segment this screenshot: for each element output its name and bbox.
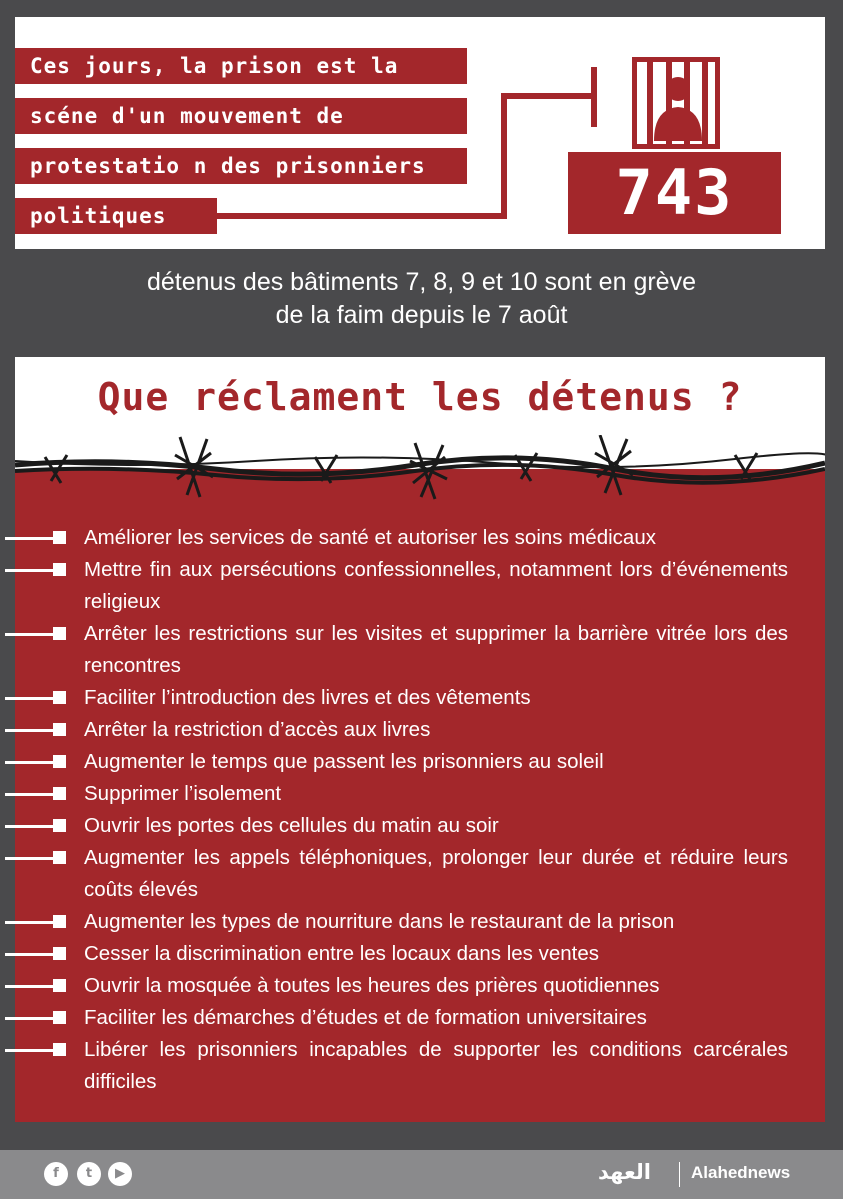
bullet-square-icon bbox=[53, 755, 66, 768]
subtitle-line-2: de la faim depuis le 7 août bbox=[275, 301, 568, 329]
prisoner-icon bbox=[632, 57, 720, 149]
twitter-icon[interactable]: t bbox=[77, 1162, 101, 1186]
header-panel bbox=[15, 17, 825, 249]
bullet-square-icon bbox=[53, 691, 66, 704]
bullet-line-icon bbox=[5, 633, 53, 636]
demand-text: Mettre fin aux persécutions confessionnelles, notamment lors d’événements religieux bbox=[84, 558, 788, 613]
bullet-line-icon bbox=[5, 985, 53, 988]
demand-item bbox=[15, 618, 788, 682]
bullet-square-icon bbox=[53, 851, 66, 864]
demand-item bbox=[15, 810, 788, 842]
bullet-line-icon bbox=[5, 1049, 53, 1052]
bullet-line-icon bbox=[5, 761, 53, 764]
bullet-square-icon bbox=[53, 723, 66, 736]
demand-item bbox=[15, 938, 788, 970]
bullet-line-icon bbox=[5, 697, 53, 700]
headline-line-3: protestatio n des prisonniers bbox=[15, 148, 467, 184]
demand-text: Cesser la discrimination entre les locaux dans les ventes bbox=[84, 942, 600, 965]
demand-text: Supprimer l’isolement bbox=[84, 782, 282, 805]
subtitle-line-1: détenus des bâtiments 7, 8, 9 et 10 sont en grève bbox=[147, 268, 696, 296]
demand-item bbox=[15, 682, 788, 714]
bullet-square-icon bbox=[53, 915, 66, 928]
bullet-line-icon bbox=[5, 857, 53, 860]
brand-name: Alahednews bbox=[691, 1163, 791, 1182]
demand-text: Ouvrir la mosquée à toutes les heures des prières quotidiennes bbox=[84, 974, 660, 997]
demand-item bbox=[15, 554, 788, 618]
demand-text: Faciliter les démarches d’études et de formation universitaires bbox=[84, 1006, 647, 1029]
demand-text: Améliorer les services de santé et autoriser les soins médicaux bbox=[84, 526, 656, 549]
demand-text: Arrêter les restrictions sur les visites et supprimer la barrière vitrée lors des rencontres bbox=[84, 622, 788, 677]
detainee-count: 743 bbox=[568, 152, 781, 234]
barbed-wire-icon bbox=[15, 435, 825, 505]
demand-item bbox=[15, 746, 788, 778]
demand-text: Libérer les prisonniers incapables de supporter les conditions carcérales difficiles bbox=[84, 1038, 788, 1093]
footer bbox=[0, 1150, 843, 1199]
bullet-square-icon bbox=[53, 787, 66, 800]
headline-line-2: scéne d'un mouvement de bbox=[15, 98, 467, 134]
demand-item bbox=[15, 906, 788, 938]
bullet-square-icon bbox=[53, 819, 66, 832]
connector-line bbox=[501, 93, 597, 99]
demand-item bbox=[15, 714, 788, 746]
headline-line-1: Ces jours, la prison est la bbox=[15, 48, 467, 84]
bullet-line-icon bbox=[5, 729, 53, 732]
facebook-icon[interactable]: f bbox=[44, 1162, 68, 1186]
bullet-square-icon bbox=[53, 563, 66, 576]
bullet-square-icon bbox=[53, 979, 66, 992]
bullet-line-icon bbox=[5, 953, 53, 956]
youtube-icon[interactable]: ▶ bbox=[108, 1162, 132, 1186]
connector-line bbox=[501, 93, 507, 219]
bullet-line-icon bbox=[5, 537, 53, 540]
connector-line bbox=[591, 67, 597, 127]
bullet-line-icon bbox=[5, 569, 53, 572]
bullet-square-icon bbox=[53, 1011, 66, 1024]
demand-item bbox=[15, 1002, 788, 1034]
connector-line bbox=[217, 213, 507, 219]
demand-text: Arrêter la restriction d’accès aux livres bbox=[84, 718, 431, 741]
bullet-line-icon bbox=[5, 825, 53, 828]
demand-text: Augmenter le temps que passent les prisonniers au soleil bbox=[84, 750, 604, 773]
demand-item bbox=[15, 842, 788, 906]
brand-arabic-logo: العهد bbox=[598, 1160, 651, 1184]
demand-text: Augmenter les appels téléphoniques, prolonger leur durée et réduire leurs coûts élevés bbox=[84, 846, 788, 901]
subtitle bbox=[0, 266, 843, 332]
demand-text: Ouvrir les portes des cellules du matin au soir bbox=[84, 814, 499, 837]
brand-divider bbox=[679, 1162, 680, 1187]
headline-line-4: politiques bbox=[15, 198, 217, 234]
demands-list bbox=[15, 522, 788, 1098]
demand-item bbox=[15, 778, 788, 810]
demand-text: Faciliter l’introduction des livres et des vêtements bbox=[84, 686, 531, 709]
demand-item bbox=[15, 522, 788, 554]
bullet-line-icon bbox=[5, 1017, 53, 1020]
section-title: Que réclament les détenus ? bbox=[97, 375, 743, 419]
bullet-square-icon bbox=[53, 1043, 66, 1056]
bullet-line-icon bbox=[5, 793, 53, 796]
bullet-square-icon bbox=[53, 947, 66, 960]
bullet-square-icon bbox=[53, 627, 66, 640]
demand-text: Augmenter les types de nourriture dans le restaurant de la prison bbox=[84, 910, 675, 933]
bullet-square-icon bbox=[53, 531, 66, 544]
demand-item bbox=[15, 1034, 788, 1098]
demand-item bbox=[15, 970, 788, 1002]
bullet-line-icon bbox=[5, 921, 53, 924]
